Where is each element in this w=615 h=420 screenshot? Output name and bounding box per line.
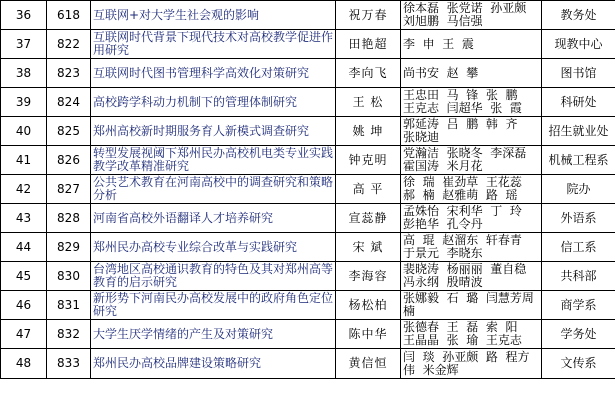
department: 院办	[542, 175, 615, 204]
table-row	[1, 59, 615, 88]
project-leader: 黄信恒	[336, 349, 401, 379]
project-code: 829	[47, 233, 91, 262]
project-code: 618	[47, 1, 91, 30]
row-number: 45	[1, 262, 47, 291]
project-title: 郑州高校新时期服务育人新模式调查研究	[91, 117, 336, 146]
row-number: 44	[1, 233, 47, 262]
project-code: 827	[47, 175, 91, 204]
row-number: 38	[1, 59, 47, 88]
project-members: 徐本磊 张党诺 孙亚颇 刘旭鹏 马信强	[401, 1, 542, 30]
project-members: 高 琨 赵溜东 轩春青 于景元 李晓东	[401, 233, 542, 262]
department: 商学系	[542, 291, 615, 320]
table-row	[1, 204, 615, 233]
project-code: 830	[47, 262, 91, 291]
project-members: 党瀚洁 张晓冬 李深磊 霍国涛 米月花	[401, 146, 542, 175]
table-row	[1, 291, 615, 320]
project-leader: 李向飞	[336, 59, 401, 88]
row-number: 40	[1, 117, 47, 146]
table-row	[1, 320, 615, 349]
project-leader: 田艳超	[336, 30, 401, 59]
row-number: 42	[1, 175, 47, 204]
department: 学务处	[542, 320, 615, 349]
project-code: 822	[47, 30, 91, 59]
project-title: 郑州民办高校品牌建设策略研究	[91, 349, 336, 379]
row-number: 46	[1, 291, 47, 320]
project-leader: 姚 坤	[336, 117, 401, 146]
row-number: 39	[1, 88, 47, 117]
project-members: 张德春 王 磊 索 阳 王晶晶 张 瑜 王克志	[401, 320, 542, 349]
project-leader: 王 松	[336, 88, 401, 117]
row-number: 36	[1, 1, 47, 30]
project-members: 徐 瑞 崔劲草 王花蕊 郝 楠 赵雅萌 路 瑶	[401, 175, 542, 204]
department: 信工系	[542, 233, 615, 262]
project-title: 河南省高校外语翻译人才培养研究	[91, 204, 336, 233]
table-row	[1, 117, 615, 146]
project-title: 高校跨学科动力机制下的管理体制研究	[91, 88, 336, 117]
project-members: 郭延涛 吕 鹏 韩 齐 张晓迪	[401, 117, 542, 146]
department: 共科部	[542, 262, 615, 291]
project-title: 互联网时代背景下现代技术对高校教学促进作用研究	[91, 30, 336, 59]
department: 教务处	[542, 1, 615, 30]
project-code: 824	[47, 88, 91, 117]
project-members: 裴晓涛 杨丽丽 董自稳 冯永纲 殷晴波	[401, 262, 542, 291]
project-title: 转型发展视阈下郑州民办高校机电类专业实践教学改革精准研究	[91, 146, 336, 175]
table-row	[1, 1, 615, 30]
project-leader: 杨松柏	[336, 291, 401, 320]
department: 图书馆	[542, 59, 615, 88]
project-title: 互联网+对大学生社会观的影响	[91, 1, 336, 30]
project-members: 尚书安 赵 攀	[401, 59, 542, 88]
project-leader: 宋 斌	[336, 233, 401, 262]
department: 外语系	[542, 204, 615, 233]
row-number: 48	[1, 349, 47, 379]
table-body	[1, 1, 615, 379]
project-code: 823	[47, 59, 91, 88]
project-title: 互联网时代图书管理科学高效化对策研究	[91, 59, 336, 88]
table-row	[1, 349, 615, 379]
project-title: 台湾地区高校通识教育的特色及其对郑州高等教育的启示研究	[91, 262, 336, 291]
row-number: 41	[1, 146, 47, 175]
project-code: 828	[47, 204, 91, 233]
department: 招生就业处	[542, 117, 615, 146]
table-row	[1, 30, 615, 59]
table-row	[1, 262, 615, 291]
row-number: 37	[1, 30, 47, 59]
project-leader: 钟克明	[336, 146, 401, 175]
project-title: 郑州民办高校专业综合改革与实践研究	[91, 233, 336, 262]
project-leader: 高 平	[336, 175, 401, 204]
project-members: 李 申 王 震	[401, 30, 542, 59]
project-code: 831	[47, 291, 91, 320]
department: 文传系	[542, 349, 615, 379]
project-code: 833	[47, 349, 91, 379]
project-members: 王忠田 马 锋 张 鹏 王克志 闫超华 张 霞	[401, 88, 542, 117]
department: 科研处	[542, 88, 615, 117]
project-code: 826	[47, 146, 91, 175]
project-code: 832	[47, 320, 91, 349]
project-leader: 宣蕊静	[336, 204, 401, 233]
project-members: 孟姝怡 宋利华 丁 玲 彭艳华 孔令丹	[401, 204, 542, 233]
department: 机械工程系	[542, 146, 615, 175]
project-title: 新形势下河南民办高校发展中的政府角色定位研究	[91, 291, 336, 320]
project-title: 大学生厌学情绪的产生及对策研究	[91, 320, 336, 349]
table-row	[1, 175, 615, 204]
project-leader: 陈中华	[336, 320, 401, 349]
table-row	[1, 233, 615, 262]
row-number: 47	[1, 320, 47, 349]
project-members: 闫 琰 孙亚颇 路 程方 伟 米金辉	[401, 349, 542, 379]
project-leader: 李海容	[336, 262, 401, 291]
project-title: 公共艺术教育在河南高校中的调查研究和策略分析	[91, 175, 336, 204]
table-row	[1, 146, 615, 175]
row-number: 43	[1, 204, 47, 233]
project-code: 825	[47, 117, 91, 146]
department: 现教中心	[542, 30, 615, 59]
project-members: 张娜毅 石 璐 闫慧芳周 楠	[401, 291, 542, 320]
table-row	[1, 88, 615, 117]
project-leader: 祝万春	[336, 1, 401, 30]
